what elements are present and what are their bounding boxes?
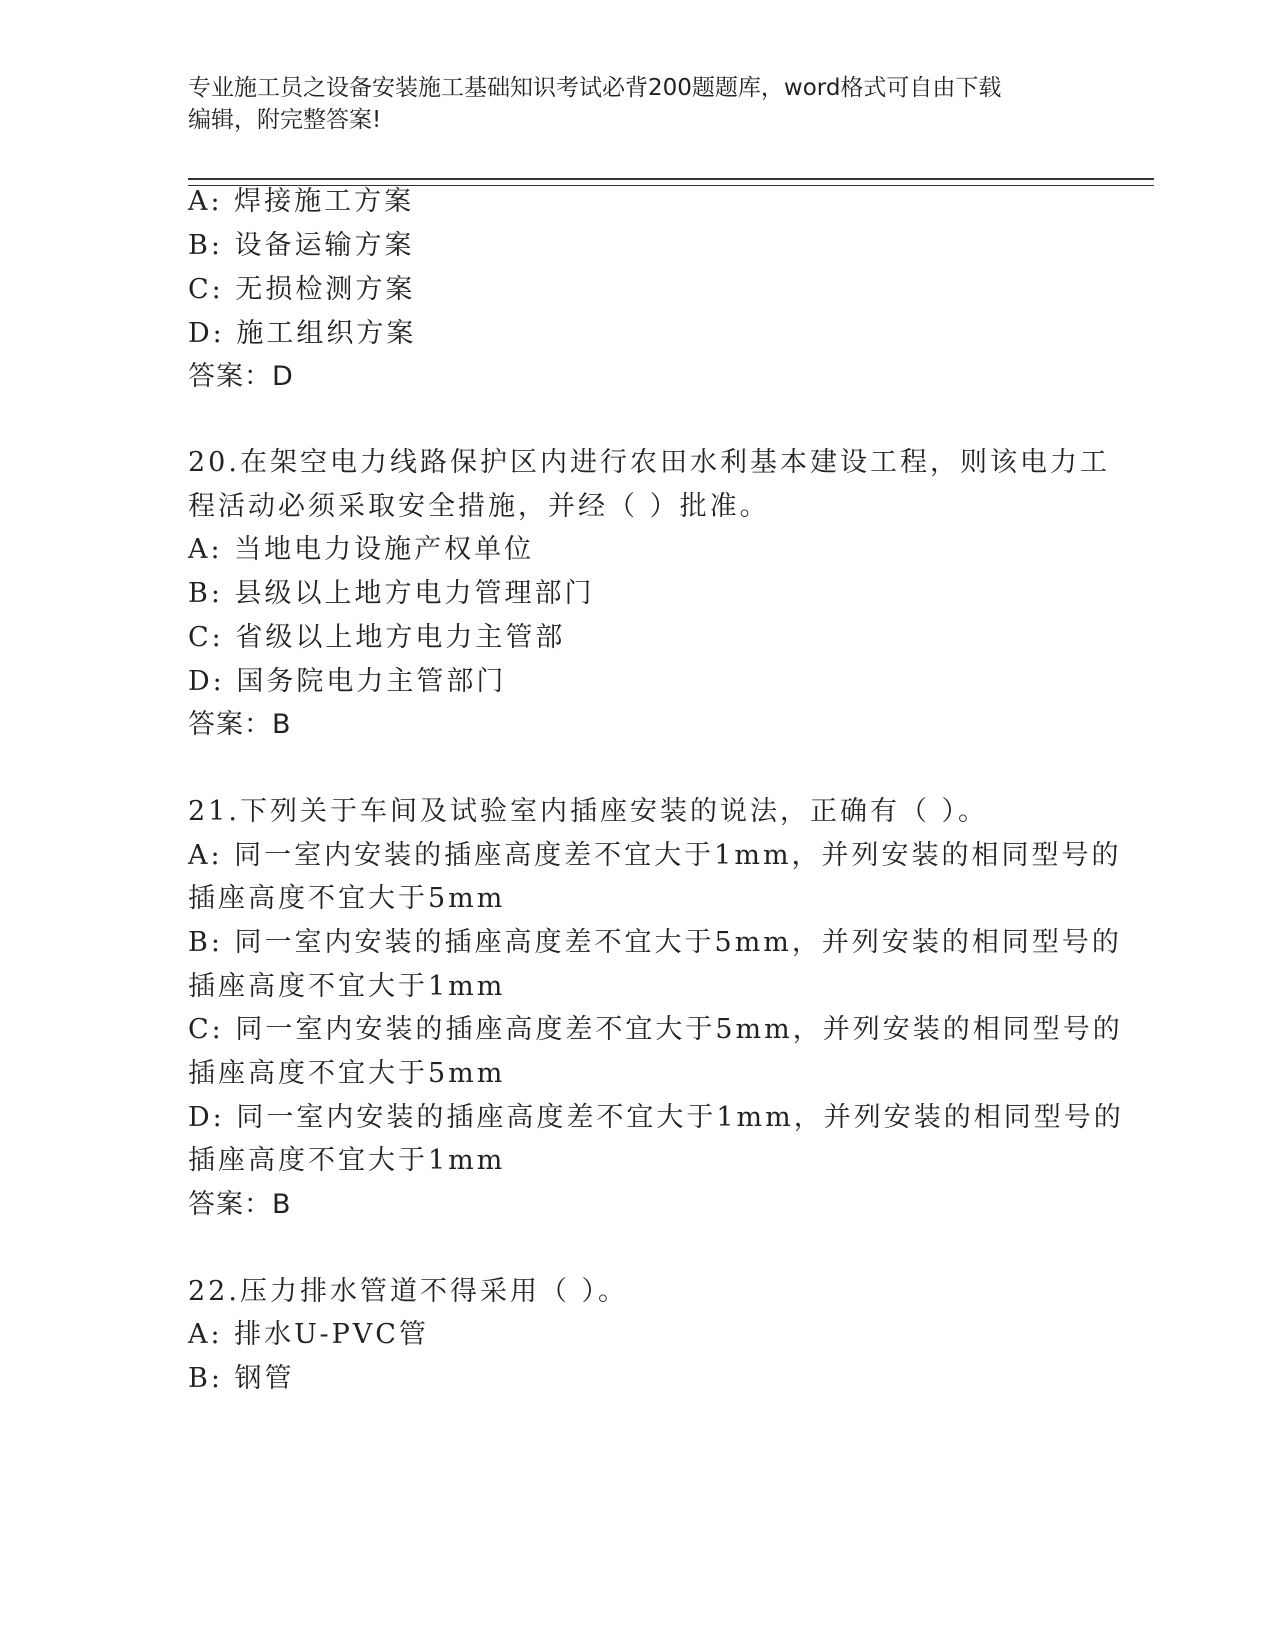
- q19-option-b: B: 设备运输方案: [188, 230, 415, 261]
- q21-option-b-line-2: 插座高度不宜大于1mm: [188, 971, 506, 1002]
- q21-answer: 答案：B: [188, 1189, 292, 1220]
- q20-option-d: D: 国务院电力主管部门: [188, 666, 507, 697]
- q20-option-a: A: 当地电力设施产权单位: [188, 534, 535, 565]
- q21-option-c-line-2: 插座高度不宜大于5mm: [188, 1058, 506, 1089]
- q22-option-b: B: 钢管: [188, 1363, 295, 1394]
- q21-option-a-line-1: A: 同一室内安装的插座高度差不宜大于1mm，并列安装的相同型号的: [188, 840, 1122, 871]
- document-header: [188, 72, 1088, 136]
- q20-answer: 答案：B: [188, 709, 292, 740]
- q20-option-b: B: 县级以上地方电力管理部门: [188, 578, 595, 609]
- q21-option-b-line-1: B: 同一室内安装的插座高度差不宜大于5mm，并列安装的相同型号的: [188, 927, 1122, 958]
- q20-option-c: C: 省级以上地方电力主管部: [188, 622, 566, 653]
- q21-option-d-line-2: 插座高度不宜大于1mm: [188, 1145, 506, 1176]
- q22-option-a: A: 排水U-PVC管: [188, 1319, 429, 1350]
- q22-stem: 22.压力排水管道不得采用（ ）。: [188, 1276, 629, 1307]
- q19-option-a: A: 焊接施工方案: [188, 186, 415, 217]
- q20-stem-line-1: 20.在架空电力线路保护区内进行农田水利基本建设工程，则该电力工: [188, 447, 1110, 478]
- header-title-line-1: 专业施工员之设备安装施工基础知识考试必背200题题库，word格式可自由下载: [188, 75, 1002, 101]
- q19-option-d: D: 施工组织方案: [188, 318, 417, 349]
- q19-answer: 答案：D: [188, 361, 294, 392]
- q19-option-c: C: 无损检测方案: [188, 274, 416, 305]
- header-title-line-2: 编辑，附完整答案!: [188, 107, 382, 133]
- q20-stem-line-2: 程活动必须采取安全措施，并经（ ）批准。: [188, 491, 770, 522]
- q21-option-a-line-2: 插座高度不宜大于5mm: [188, 883, 506, 914]
- q21-option-c-line-1: C: 同一室内安装的插座高度差不宜大于5mm，并列安装的相同型号的: [188, 1014, 1123, 1045]
- q21-option-d-line-1: D: 同一室内安装的插座高度差不宜大于1mm，并列安装的相同型号的: [188, 1102, 1124, 1133]
- q21-stem: 21.下列关于车间及试验室内插座安装的说法，正确有（ ）。: [188, 796, 989, 827]
